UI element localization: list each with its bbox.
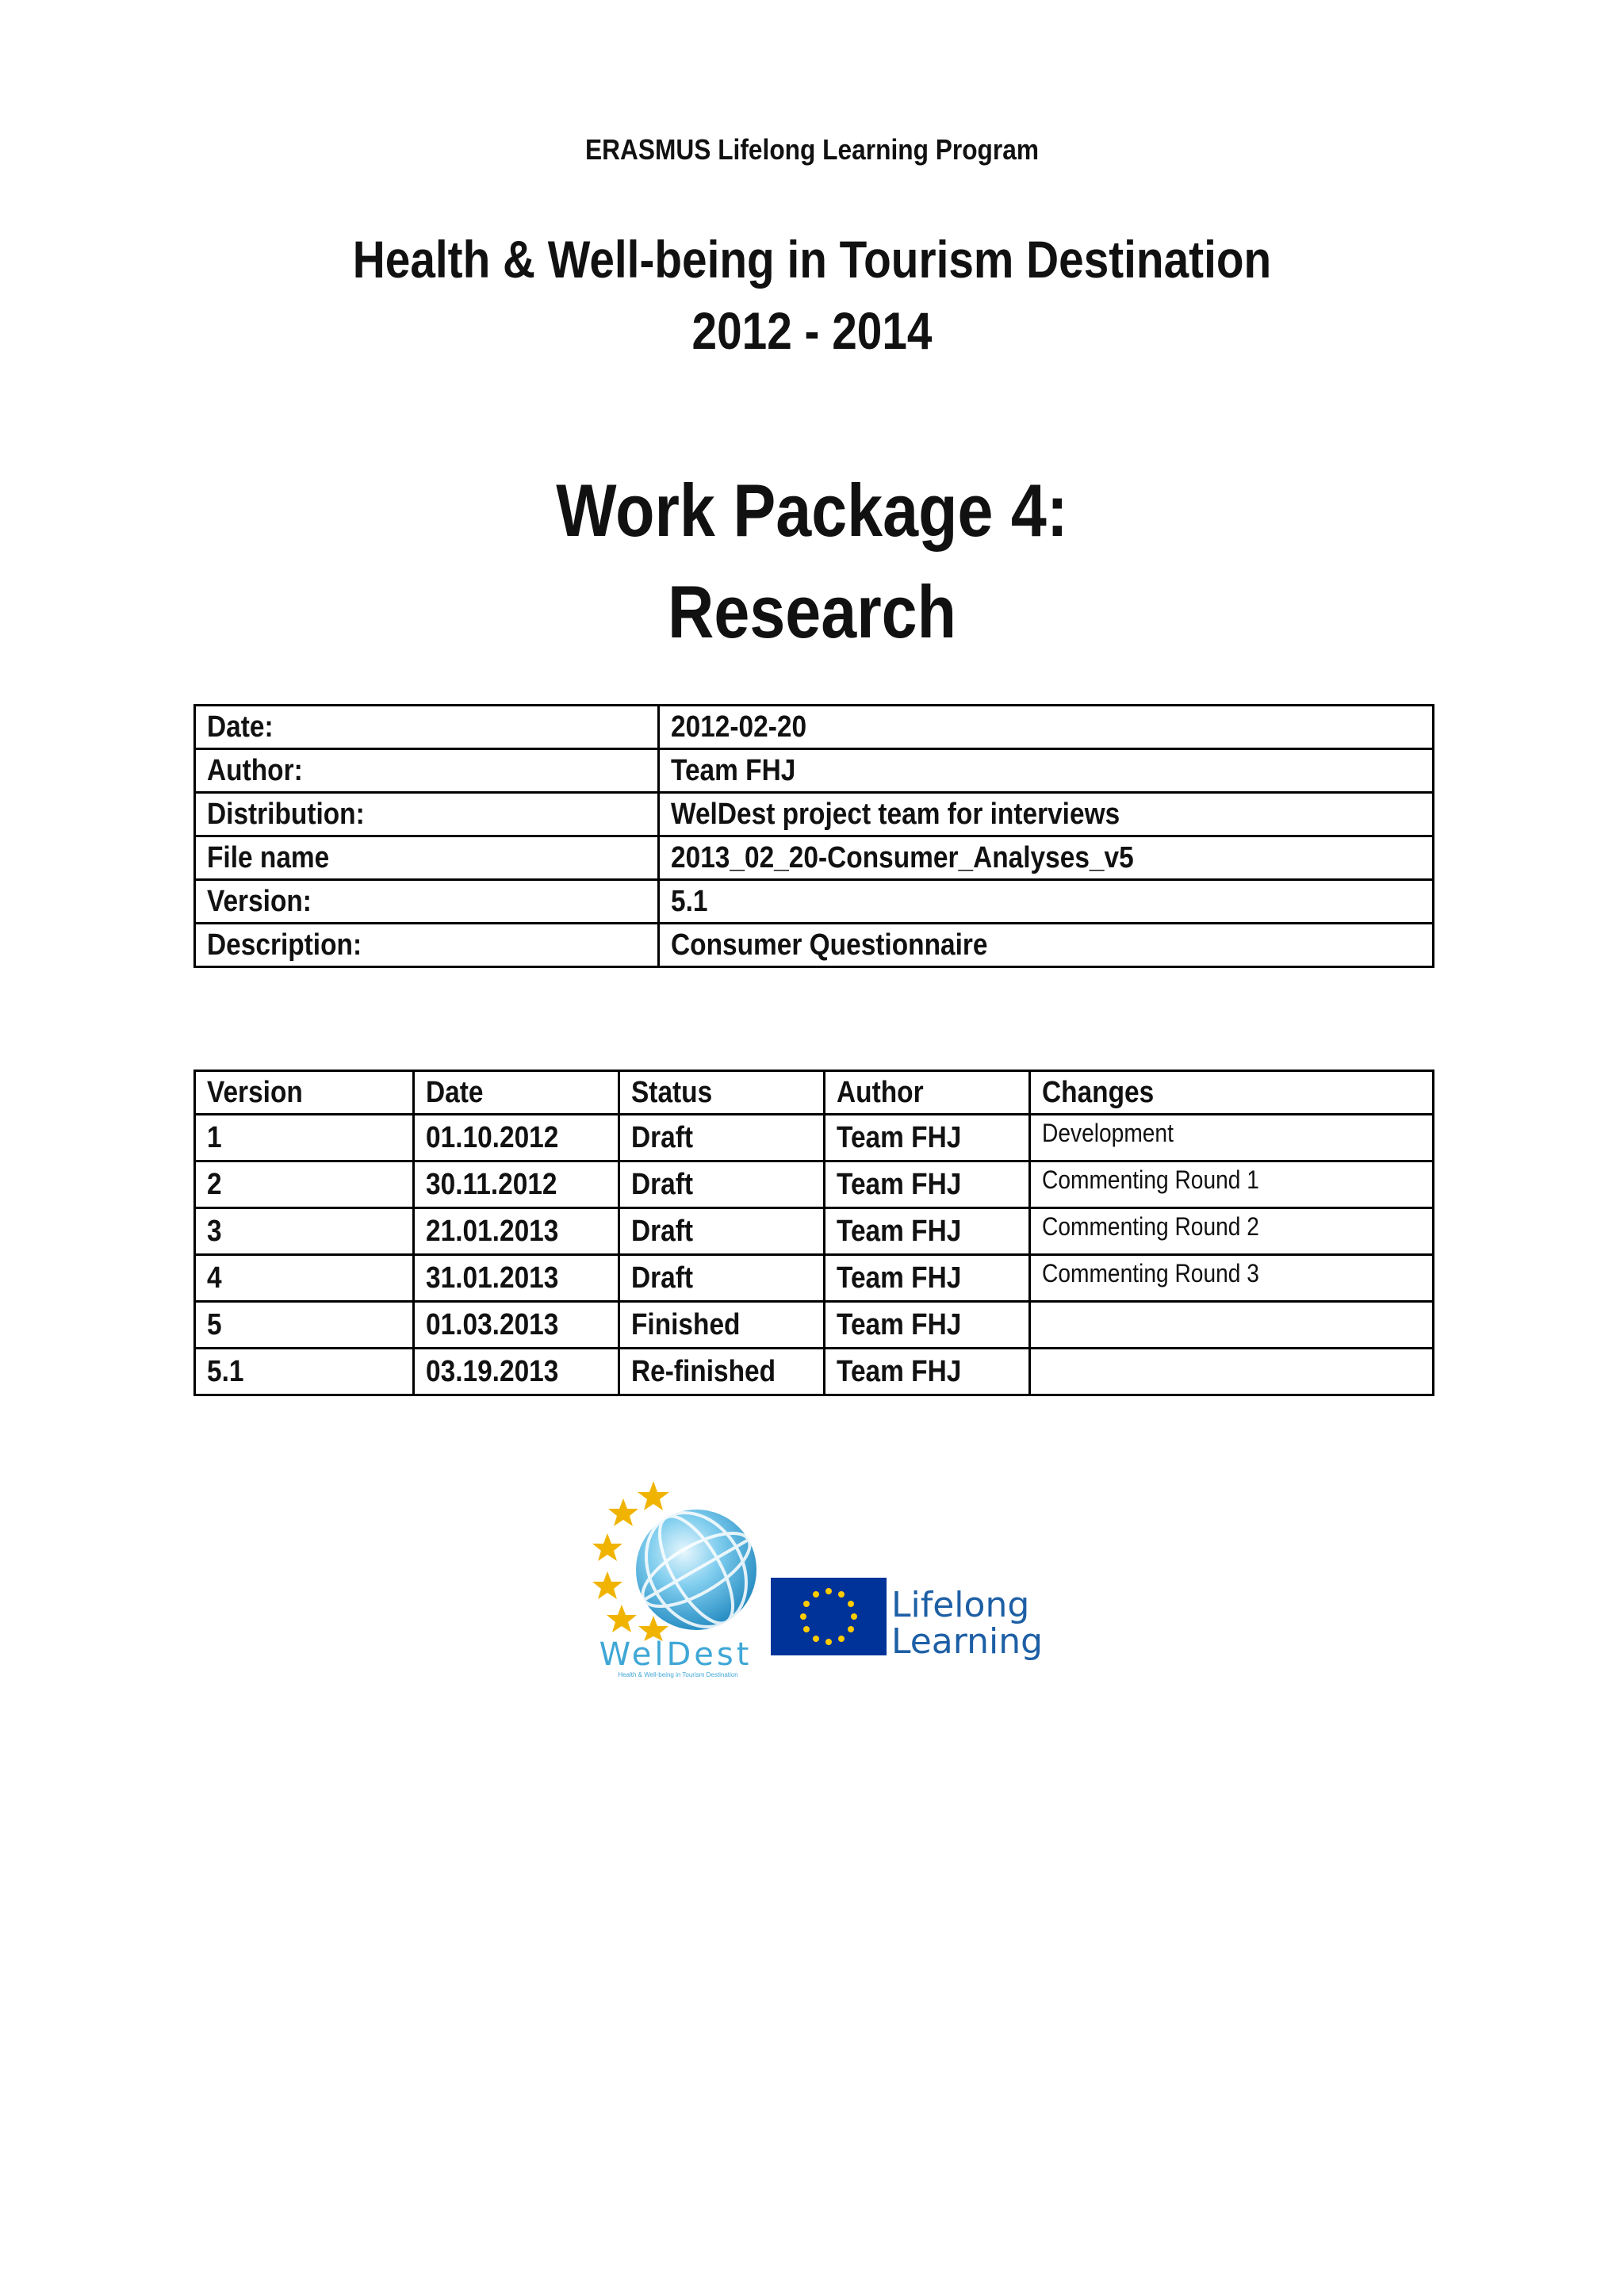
version-cell: 1 <box>195 1115 414 1161</box>
version-cell: 5.1 <box>195 1349 414 1395</box>
author-cell: Team FHJ <box>825 1349 1030 1395</box>
column-header-status: Status <box>619 1071 825 1115</box>
date-cell: 30.11.2012 <box>414 1161 619 1208</box>
table-row <box>195 706 1434 749</box>
date-cell: 01.10.2012 <box>414 1115 619 1161</box>
work-package-title-line-1: Work Package 4: <box>556 469 1068 552</box>
status-cell: Draft <box>619 1115 825 1161</box>
status-cell: Draft <box>619 1208 825 1255</box>
table-row <box>195 1115 1434 1161</box>
version-cell: 5 <box>195 1302 414 1349</box>
changes-cell <box>1030 1349 1434 1395</box>
globe-with-stars-icon <box>587 1475 761 1641</box>
column-header-changes: Changes <box>1030 1071 1434 1115</box>
project-title-years: 2012 - 2014 <box>691 301 933 360</box>
table-row <box>195 1349 1434 1395</box>
status-cell: Re-finished <box>619 1349 825 1395</box>
info-value: Consumer Questionnaire <box>659 924 1434 967</box>
work-package-title <box>113 460 1510 663</box>
changes-cell: Commenting Round 2 <box>1030 1208 1434 1255</box>
info-label: File name <box>195 836 659 880</box>
project-title <box>113 224 1510 366</box>
date-cell: 03.19.2013 <box>414 1349 619 1395</box>
changes-cell: Commenting Round 3 <box>1030 1255 1434 1302</box>
eu-stars-circle <box>771 1578 887 1655</box>
info-label: Date: <box>195 706 659 749</box>
table-header-row <box>195 1071 1434 1115</box>
author-cell: Team FHJ <box>825 1255 1030 1302</box>
info-value: 2013_02_20-Consumer_Analyses_v5 <box>659 836 1434 880</box>
status-cell: Finished <box>619 1302 825 1349</box>
date-cell: 31.01.2013 <box>414 1255 619 1302</box>
author-cell: Team FHJ <box>825 1161 1030 1208</box>
table-row <box>195 1161 1434 1208</box>
column-header-date: Date <box>414 1071 619 1115</box>
info-value: Team FHJ <box>659 749 1434 793</box>
info-value: WelDest project team for interviews <box>659 793 1434 836</box>
date-cell: 01.03.2013 <box>414 1302 619 1349</box>
table-row <box>195 793 1434 836</box>
weldest-logo <box>587 1475 761 1681</box>
project-title-line-1: Health & Well-being in Tourism Destination <box>352 230 1272 289</box>
version-cell: 4 <box>195 1255 414 1302</box>
table-row <box>195 836 1434 880</box>
partner-logos <box>587 1475 1047 1681</box>
table-row <box>195 749 1434 793</box>
author-cell: Team FHJ <box>825 1208 1030 1255</box>
info-label: Version: <box>195 880 659 924</box>
status-cell: Draft <box>619 1255 825 1302</box>
status-cell: Draft <box>619 1161 825 1208</box>
info-value: 2012-02-20 <box>659 706 1434 749</box>
table-row <box>195 1208 1434 1255</box>
program-name: ERASMUS Lifelong Learning Program <box>584 133 1040 166</box>
version-cell: 3 <box>195 1208 414 1255</box>
table-row <box>195 880 1434 924</box>
author-cell: Team FHJ <box>825 1115 1030 1161</box>
weldest-wordmark: WelDest <box>599 1636 753 1673</box>
document-info-table <box>193 704 1434 968</box>
work-package-title-line-2: Research <box>667 570 957 653</box>
table-row <box>195 1255 1434 1302</box>
changes-cell: Commenting Round 1 <box>1030 1161 1434 1208</box>
info-label: Description: <box>195 924 659 967</box>
lifelong-learning-line-1: Lifelong <box>891 1585 1030 1625</box>
table-row <box>195 1302 1434 1349</box>
column-header-author: Author <box>825 1071 1030 1115</box>
weldest-tagline: Health & Well-being in Tourism Destination <box>618 1671 738 1678</box>
version-history-table <box>193 1070 1434 1396</box>
column-header-version: Version <box>195 1071 414 1115</box>
info-label: Distribution: <box>195 793 659 836</box>
date-cell: 21.01.2013 <box>414 1208 619 1255</box>
lifelong-learning-line-2: Learning <box>891 1621 1044 1662</box>
info-value: 5.1 <box>659 880 1434 924</box>
changes-cell: Development <box>1030 1115 1434 1161</box>
table-row <box>195 924 1434 967</box>
info-label: Author: <box>195 749 659 793</box>
eu-flag-icon <box>771 1578 887 1655</box>
changes-cell <box>1030 1302 1434 1349</box>
lifelong-learning-logo <box>891 1587 1043 1660</box>
author-cell: Team FHJ <box>825 1302 1030 1349</box>
version-cell: 2 <box>195 1161 414 1208</box>
